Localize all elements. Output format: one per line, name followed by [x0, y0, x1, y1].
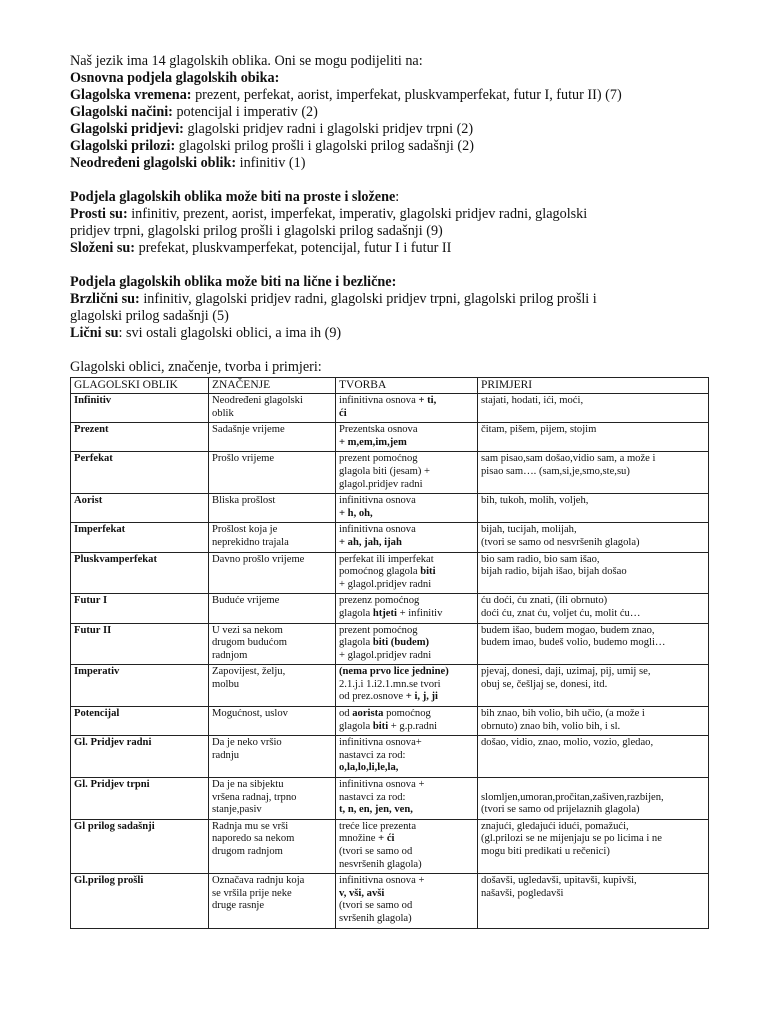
osnovna-heading: Osnovna podjela glagolskih obika: [70, 70, 280, 86]
header-tvorba: TVORBA [336, 378, 478, 394]
table-body [71, 394, 709, 929]
cell-znacenje: Prošlo vrijeme [209, 452, 336, 494]
cell-tvorba: (nema prvo lice jednine) 2.1.j.i 1.i2.1.mn.se tvori od prez.osnove + i, j, ji [336, 665, 478, 707]
osnovna-item: Glagolski pridjevi: glagolski pridjev radni i glagolski pridjev trpni (2) [70, 121, 474, 137]
cell-oblik: Futur II [71, 623, 209, 665]
table-row [71, 874, 709, 928]
cell-tvorba: prezent pomoćnog glagola biti (jesam) + glagol.pridjev radni [336, 452, 478, 494]
cell-primjeri: bio sam radio, bio sam išao, bijah radio, bijah išao, bijah došao [478, 552, 709, 594]
cell-primjeri: došavši, ugledavši, upitavši, kupivši, našavši, pogledavši [478, 874, 709, 928]
table-row [71, 594, 709, 623]
cell-primjeri: znajući, gledajući idući, pomažući, (gl.prilozi se ne mijenjaju se po licima i ne mogu biti predikati u rečenici) [478, 819, 709, 873]
cell-znacenje: Bliska prošlost [209, 494, 336, 523]
header-znacenje: ZNAČENJE [209, 378, 336, 394]
licni-bezlicni-heading: Podjela glagolskih oblika može biti na lične i bezlične: [70, 274, 397, 290]
header-primjeri: PRIMJERI [478, 378, 709, 394]
osnovna-item: Glagolska vremena: prezent, perfekat, aorist, imperfekat, pluskvamperfekat, futur I, futur II) (7) [70, 87, 622, 103]
cell-oblik: Gl.prilog prošli [71, 874, 209, 928]
table-row [71, 819, 709, 873]
document-page [70, 53, 710, 929]
glagolski-oblici-table [70, 377, 709, 929]
cell-tvorba: infinitivna osnova + v, vši, avši (tvori se samo od svršenih glagola) [336, 874, 478, 928]
cell-tvorba: perfekat ili imperfekat pomoćnog glagola biti + glagol.pridjev radni [336, 552, 478, 594]
brzlicni-line-2: glagolski prilog sadašnji (5) [70, 308, 229, 324]
cell-primjeri: bijah, tucijah, molijah, (tvori se samo od nesvršenih glagola) [478, 523, 709, 552]
cell-oblik: Potencijal [71, 707, 209, 736]
cell-tvorba: treće lice prezenta množine + ći (tvori se samo od nesvršenih glagola) [336, 819, 478, 873]
cell-oblik: Imperativ [71, 665, 209, 707]
cell-znacenje: U vezi sa nekom drugom budućom radnjom [209, 623, 336, 665]
table-row [71, 452, 709, 494]
table-row [71, 736, 709, 778]
cell-oblik: Aorist [71, 494, 209, 523]
cell-znacenje: Prošlost koja je neprekidno trajala [209, 523, 336, 552]
table-row [71, 523, 709, 552]
cell-primjeri: čitam, pišem, pijem, stojim [478, 423, 709, 452]
cell-tvorba: prezenz pomoćnog glagola htjeti + infinitiv [336, 594, 478, 623]
cell-primjeri: pjevaj, donesi, daji, uzimaj, pij, umij se, obuj se, češljaj se, donesi, itd. [478, 665, 709, 707]
header-oblik: GLAGOLSKI OBLIK [71, 378, 209, 394]
cell-oblik: Imperfekat [71, 523, 209, 552]
cell-tvorba: infinitivna osnova+ nastavci za rod: o,la,lo,li,le,la, [336, 736, 478, 778]
osnovna-item: Glagolski načini: potencijal i imperativ (2) [70, 104, 318, 120]
cell-primjeri: bih znao, bih volio, bih učio, (a može i obrnuto) znao bih, volio bih, i sl. [478, 707, 709, 736]
slozeni-line: Složeni su: prefekat, pluskvamperfekat, potencijal, futur I i futur II [70, 240, 452, 256]
table-row [71, 552, 709, 594]
intro-text: Naš jezik ima 14 glagolskih oblika. Oni se mogu podijeliti na: [70, 53, 423, 69]
osnovna-item: Neodređeni glagolski oblik: infinitiv (1) [70, 155, 306, 171]
prosti-slozeni-heading: Podjela glagolskih oblika može biti na proste i složene: [70, 189, 400, 205]
table-row [71, 494, 709, 523]
licni-line: Lični su: svi ostali glagolski oblici, a ima ih (9) [70, 325, 342, 341]
cell-znacenje: Davno prošlo vrijeme [209, 552, 336, 594]
cell-oblik: Pluskvamperfekat [71, 552, 209, 594]
cell-znacenje: Mogućnost, uslov [209, 707, 336, 736]
cell-tvorba: od aorista pomoćnog glagola biti + g.p.radni [336, 707, 478, 736]
cell-znacenje: Označava radnju koja se vršila prije neke druge rasnje [209, 874, 336, 928]
cell-primjeri: bih, tukoh, molih, voljeh, [478, 494, 709, 523]
brzlicni-line-1: Brzlični su: infinitiv, glagolski pridjev radni, glagolski pridjev trpni, glagolski prilog prošli i [70, 291, 597, 307]
table-row [71, 423, 709, 452]
table-row [71, 623, 709, 665]
cell-tvorba: infinitivna osnova + ah, jah, ijah [336, 523, 478, 552]
cell-znacenje: Buduće vrijeme [209, 594, 336, 623]
cell-tvorba: Prezentska osnova + m,em,im,jem [336, 423, 478, 452]
prosti-line-2: pridjev trpni, glagolski prilog prošli i glagolski prilog sadašnji (9) [70, 223, 443, 239]
cell-primjeri: slomljen,umoran,pročitan,zašiven,razbijen, (tvori se samo od prijelaznih glagola) [478, 778, 709, 820]
cell-oblik: Infinitiv [71, 394, 209, 423]
cell-znacenje: Radnja mu se vrši naporedo sa nekom drugom radnjom [209, 819, 336, 873]
cell-znacenje: Neodređeni glagolski oblik [209, 394, 336, 423]
cell-znacenje: Zapovijest, želju, molbu [209, 665, 336, 707]
cell-oblik: Prezent [71, 423, 209, 452]
cell-tvorba: prezent pomoćnog glagola biti (budem) + glagol.pridjev radni [336, 623, 478, 665]
cell-tvorba: infinitivna osnova + h, oh, [336, 494, 478, 523]
cell-primjeri: ću doći, ću znati, (ili obrnuto) doći ću, znat ću, voljet ću, molit ću… [478, 594, 709, 623]
cell-primjeri: stajati, hodati, ići, moći, [478, 394, 709, 423]
table-row [71, 394, 709, 423]
cell-tvorba: infinitivna osnova + nastavci za rod: t, n, en, jen, ven, [336, 778, 478, 820]
osnovna-list [70, 87, 710, 172]
cell-znacenje: Da je na sibjektu vršena radnaj, trpno stanje,pasiv [209, 778, 336, 820]
cell-oblik: Perfekat [71, 452, 209, 494]
table-title: Glagolski oblici, značenje, tvorba i primjeri: [70, 359, 322, 375]
cell-oblik: Futur I [71, 594, 209, 623]
prosti-line-1: Prosti su: infinitiv, prezent, aorist, imperfekat, imperativ, glagolski pridjev radni, glagolski [70, 206, 588, 222]
cell-primjeri: došao, vidio, znao, molio, vozio, gledao, [478, 736, 709, 778]
cell-primjeri: budem išao, budem mogao, budem znao, budem imao, budeš volio, budemo mogli… [478, 623, 709, 665]
cell-tvorba: infinitivna osnova + ti, ći [336, 394, 478, 423]
osnovna-item: Glagolski prilozi: glagolski prilog prošli i glagolski prilog sadašnji (2) [70, 138, 474, 154]
cell-primjeri: sam pisao,sam došao,vidio sam, a može i pisao sam…. (sam,si,je,smo,ste,su) [478, 452, 709, 494]
table-header-row [71, 378, 709, 394]
table-row [71, 707, 709, 736]
cell-oblik: Gl. Pridjev trpni [71, 778, 209, 820]
cell-znacenje: Sadašnje vrijeme [209, 423, 336, 452]
cell-oblik: Gl prilog sadašnji [71, 819, 209, 873]
cell-oblik: Gl. Pridjev radni [71, 736, 209, 778]
table-row [71, 665, 709, 707]
table-row [71, 778, 709, 820]
cell-znacenje: Da je neko vršio radnju [209, 736, 336, 778]
